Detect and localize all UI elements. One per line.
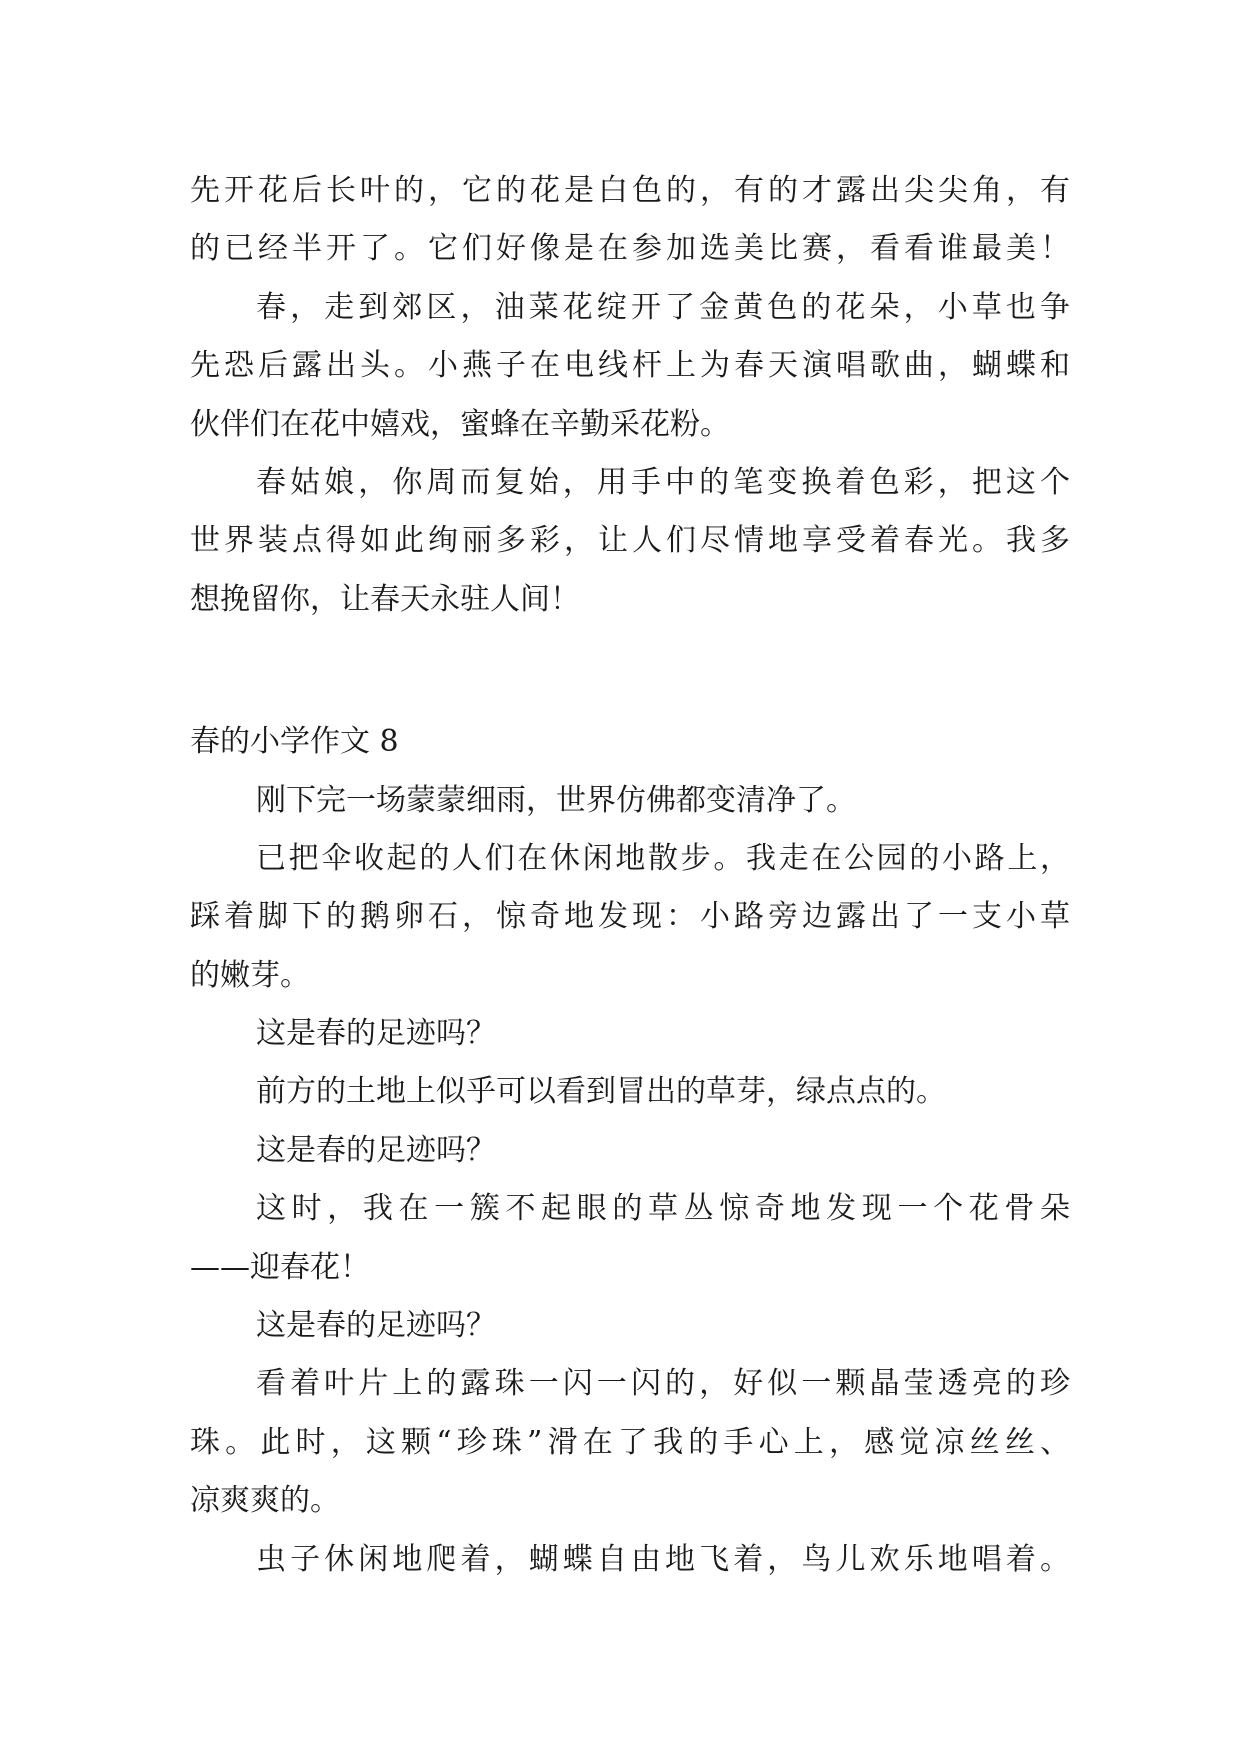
paragraph-line: 珠。此时，这颗“珍珠”滑在了我的手心上，感觉凉丝丝、	[190, 1424, 1070, 1460]
paragraph-line: 春姑娘，你周而复始，用手中的笔变换着色彩，把这个	[256, 464, 1070, 500]
paragraph-line: 春，走到郊区，油菜花绽开了金黄色的花朵，小草也争	[256, 289, 1070, 325]
paragraph-line: 想挽留你，让春天永驻人间！	[190, 581, 580, 617]
section-title: 春的小学作文 8	[190, 724, 399, 760]
paragraph-line: 伙伴们在花中嬉戏，蜜蜂在辛勤采花粉。	[190, 406, 730, 442]
paragraph-line: 的已经半开了。它们好像是在参加选美比赛，看看谁最美！	[190, 231, 1070, 267]
paragraph-line: 先开花后长叶的，它的花是白色的，有的才露出尖尖角，有	[190, 173, 1070, 208]
paragraph-line: 的嫩芽。	[190, 957, 310, 993]
paragraph-line: 世界装点得如此绚丽多彩，让人们尽情地享受着春光。我多	[190, 523, 1070, 559]
paragraph-line: 凉爽爽的。	[190, 1483, 340, 1519]
paragraph-line: 先恐后露出头。小燕子在电线杆上为春天演唱歌曲，蝴蝶和	[190, 348, 1070, 384]
paragraph-line: 这是春的足迹吗？	[256, 1308, 496, 1344]
paragraph-line: 看着叶片上的露珠一闪一闪的，好似一颗晶莹透亮的珍	[256, 1366, 1070, 1402]
paragraph-line: 虫子休闲地爬着，蝴蝶自由地飞着，鸟儿欢乐地唱着。	[256, 1541, 1070, 1577]
paragraph-line: 踩着脚下的鹅卵石，惊奇地发现：小路旁边露出了一支小草	[190, 899, 1070, 935]
paragraph-line: 这是春的足迹吗？	[256, 1016, 496, 1052]
paragraph-line: 这是春的足迹吗？	[256, 1132, 496, 1168]
document-body	[190, 162, 1070, 1589]
paragraph-line: 已把伞收起的人们在休闲地散步。我走在公园的小路上，	[256, 840, 1070, 876]
paragraph-line: 前方的土地上似乎可以看到冒出的草芽，绿点点的。	[256, 1074, 946, 1110]
paragraph-line: ——迎春花！	[190, 1249, 370, 1285]
paragraph-line: 这时，我在一簇不起眼的草丛惊奇地发现一个花骨朵	[256, 1191, 1070, 1227]
paragraph-line: 刚下完一场蒙蒙细雨，世界仿佛都变清净了。	[256, 782, 856, 818]
section-gap	[190, 629, 1070, 713]
